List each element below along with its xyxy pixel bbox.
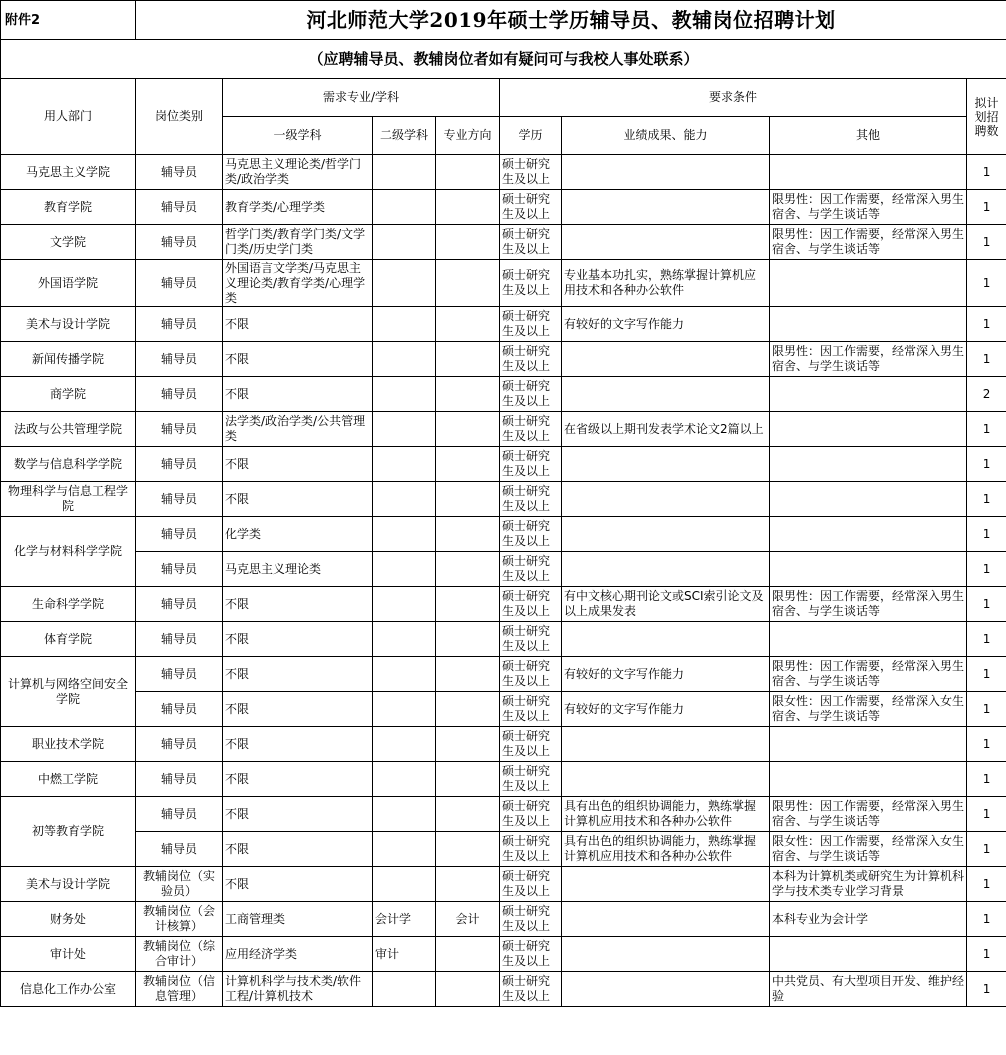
level2-cell (373, 225, 436, 260)
level2-cell (373, 972, 436, 1007)
level2-cell (373, 832, 436, 867)
level2-cell (373, 657, 436, 692)
dept-cell: 马克思主义学院 (1, 155, 136, 190)
header-major-group: 需求专业/学科 (223, 79, 500, 117)
table-row (1, 902, 1006, 937)
table-row (1, 867, 1006, 902)
category-cell: 辅导员 (136, 377, 223, 412)
category-cell: 辅导员 (136, 447, 223, 482)
achievement-cell (562, 155, 770, 190)
count-cell: 1 (967, 307, 1006, 342)
other-cell: 限男性：因工作需要，经常深入男生宿舍、与学生谈话等 (770, 797, 967, 832)
category-cell: 辅导员 (136, 260, 223, 307)
other-cell (770, 517, 967, 552)
achievement-cell: 在省级以上期刊发表学术论文2篇以上 (562, 412, 770, 447)
category-cell: 辅导员 (136, 517, 223, 552)
degree-cell: 硕士研究生及以上 (500, 412, 562, 447)
dept-cell: 新闻传播学院 (1, 342, 136, 377)
dept-cell: 美术与设计学院 (1, 867, 136, 902)
table-row (1, 447, 1006, 482)
degree-cell: 硕士研究生及以上 (500, 867, 562, 902)
header-level2: 二级学科 (373, 117, 436, 155)
table-row (1, 832, 1006, 867)
other-cell (770, 377, 967, 412)
dept-cell: 审计处 (1, 937, 136, 972)
other-cell (770, 260, 967, 307)
table-row (1, 762, 1006, 797)
other-cell (770, 307, 967, 342)
header-other: 其他 (770, 117, 967, 155)
level1-cell: 哲学门类/教育学门类/文学门类/历史学门类 (223, 225, 373, 260)
degree-cell: 硕士研究生及以上 (500, 902, 562, 937)
table-row (1, 622, 1006, 657)
other-cell: 本科专业为会计学 (770, 902, 967, 937)
level1-cell: 不限 (223, 797, 373, 832)
table-row (1, 190, 1006, 225)
category-cell: 辅导员 (136, 622, 223, 657)
count-cell: 1 (967, 155, 1006, 190)
dept-cell: 法政与公共管理学院 (1, 412, 136, 447)
direction-cell (436, 657, 500, 692)
degree-cell: 硕士研究生及以上 (500, 377, 562, 412)
achievement-cell (562, 937, 770, 972)
category-cell: 教辅岗位（综合审计） (136, 937, 223, 972)
other-cell (770, 937, 967, 972)
category-cell: 辅导员 (136, 552, 223, 587)
table-row (1, 727, 1006, 762)
level2-cell: 会计学 (373, 902, 436, 937)
direction-cell (436, 412, 500, 447)
subtitle-row (1, 40, 1006, 79)
level1-cell: 不限 (223, 867, 373, 902)
level2-cell (373, 797, 436, 832)
level2-cell (373, 727, 436, 762)
achievement-cell (562, 972, 770, 1007)
direction-cell (436, 587, 500, 622)
dept-cell: 信息化工作办公室 (1, 972, 136, 1007)
dept-cell: 计算机与网络空间安全学院 (1, 657, 136, 727)
direction-cell (436, 727, 500, 762)
other-cell: 限男性：因工作需要，经常深入男生宿舍、与学生谈话等 (770, 587, 967, 622)
level2-cell (373, 587, 436, 622)
degree-cell: 硕士研究生及以上 (500, 155, 562, 190)
table-row (1, 797, 1006, 832)
direction-cell (436, 190, 500, 225)
table-row (1, 482, 1006, 517)
other-cell: 中共党员、有大型项目开发、维护经验 (770, 972, 967, 1007)
achievement-cell (562, 902, 770, 937)
level1-cell: 不限 (223, 622, 373, 657)
direction-cell (436, 552, 500, 587)
count-cell: 1 (967, 762, 1006, 797)
table-row (1, 692, 1006, 727)
dept-cell: 生命科学学院 (1, 587, 136, 622)
level2-cell (373, 482, 436, 517)
page-title: 河北师范大学2019年硕士学历辅导员、教辅岗位招聘计划 (136, 1, 1006, 40)
header-dept: 用人部门 (1, 79, 136, 155)
level2-cell (373, 762, 436, 797)
level2-cell (373, 552, 436, 587)
degree-cell: 硕士研究生及以上 (500, 260, 562, 307)
category-cell: 辅导员 (136, 225, 223, 260)
level2-cell (373, 190, 436, 225)
category-cell: 辅导员 (136, 307, 223, 342)
direction-cell (436, 225, 500, 260)
category-cell: 教辅岗位（实验员） (136, 867, 223, 902)
header-requirement-group: 要求条件 (500, 79, 967, 117)
page-subtitle: （应聘辅导员、教辅岗位者如有疑问可与我校人事处联系） (1, 40, 1006, 79)
other-cell: 限男性：因工作需要，经常深入男生宿舍、与学生谈话等 (770, 190, 967, 225)
level1-cell: 不限 (223, 377, 373, 412)
direction-cell (436, 447, 500, 482)
category-cell: 教辅岗位（会计核算） (136, 902, 223, 937)
achievement-cell (562, 552, 770, 587)
degree-cell: 硕士研究生及以上 (500, 657, 562, 692)
direction-cell: 会计 (436, 902, 500, 937)
achievement-cell: 具有出色的组织协调能力，熟练掌握计算机应用技术和各种办公软件 (562, 832, 770, 867)
count-cell: 1 (967, 552, 1006, 587)
dept-cell: 化学与材料科学学院 (1, 517, 136, 587)
category-cell: 教辅岗位（信息管理） (136, 972, 223, 1007)
dept-cell: 商学院 (1, 377, 136, 412)
other-cell (770, 447, 967, 482)
degree-cell: 硕士研究生及以上 (500, 482, 562, 517)
degree-cell: 硕士研究生及以上 (500, 972, 562, 1007)
level2-cell (373, 517, 436, 552)
level2-cell (373, 622, 436, 657)
table-row (1, 377, 1006, 412)
header-count: 拟计划招聘数 (967, 79, 1006, 155)
level1-cell: 化学类 (223, 517, 373, 552)
achievement-cell (562, 342, 770, 377)
table-row (1, 342, 1006, 377)
annex-label: 附件2 (1, 1, 136, 40)
count-cell: 1 (967, 727, 1006, 762)
direction-cell (436, 155, 500, 190)
level1-cell: 不限 (223, 832, 373, 867)
achievement-cell (562, 762, 770, 797)
level1-cell: 不限 (223, 762, 373, 797)
count-cell: 1 (967, 517, 1006, 552)
dept-cell: 财务处 (1, 902, 136, 937)
other-cell: 限女性：因工作需要，经常深入女生宿舍、与学生谈话等 (770, 832, 967, 867)
table-row (1, 657, 1006, 692)
header-direction: 专业方向 (436, 117, 500, 155)
achievement-cell (562, 482, 770, 517)
direction-cell (436, 622, 500, 657)
other-cell: 本科为计算机类或研究生为计算机科学与技术类专业学习背景 (770, 867, 967, 902)
direction-cell (436, 307, 500, 342)
direction-cell (436, 762, 500, 797)
level1-cell: 工商管理类 (223, 902, 373, 937)
table-row (1, 587, 1006, 622)
table-row (1, 972, 1006, 1007)
level2-cell (373, 342, 436, 377)
degree-cell: 硕士研究生及以上 (500, 937, 562, 972)
title-row (1, 1, 1006, 40)
achievement-cell (562, 190, 770, 225)
table-row (1, 937, 1006, 972)
degree-cell: 硕士研究生及以上 (500, 797, 562, 832)
count-cell: 1 (967, 622, 1006, 657)
achievement-cell (562, 517, 770, 552)
achievement-cell (562, 447, 770, 482)
direction-cell (436, 517, 500, 552)
direction-cell (436, 937, 500, 972)
achievement-cell: 具有出色的组织协调能力，熟练掌握计算机应用技术和各种办公软件 (562, 797, 770, 832)
achievement-cell (562, 727, 770, 762)
category-cell: 辅导员 (136, 190, 223, 225)
table-row (1, 412, 1006, 447)
level1-cell: 外国语言文学类/马克思主义理论类/教育学类/心理学类 (223, 260, 373, 307)
count-cell: 1 (967, 692, 1006, 727)
level2-cell: 审计 (373, 937, 436, 972)
other-cell: 限男性：因工作需要，经常深入男生宿舍、与学生谈话等 (770, 225, 967, 260)
achievement-cell: 专业基本功扎实，熟练掌握计算机应用技术和各种办公软件 (562, 260, 770, 307)
count-cell: 1 (967, 867, 1006, 902)
table-row (1, 260, 1006, 307)
level1-cell: 不限 (223, 587, 373, 622)
achievement-cell (562, 377, 770, 412)
degree-cell: 硕士研究生及以上 (500, 190, 562, 225)
level1-cell: 不限 (223, 447, 373, 482)
other-cell: 限男性：因工作需要，经常深入男生宿舍、与学生谈话等 (770, 342, 967, 377)
table-row (1, 225, 1006, 260)
level1-cell: 不限 (223, 727, 373, 762)
count-cell: 1 (967, 797, 1006, 832)
level2-cell (373, 377, 436, 412)
level1-cell: 不限 (223, 482, 373, 517)
other-cell (770, 622, 967, 657)
dept-cell: 职业技术学院 (1, 727, 136, 762)
count-cell: 1 (967, 587, 1006, 622)
direction-cell (436, 342, 500, 377)
level2-cell (373, 447, 436, 482)
header-category: 岗位类别 (136, 79, 223, 155)
degree-cell: 硕士研究生及以上 (500, 307, 562, 342)
level1-cell: 法学类/政治学类/公共管理类 (223, 412, 373, 447)
degree-cell: 硕士研究生及以上 (500, 622, 562, 657)
count-cell: 1 (967, 260, 1006, 307)
category-cell: 辅导员 (136, 727, 223, 762)
table-row (1, 155, 1006, 190)
count-cell: 1 (967, 482, 1006, 517)
level2-cell (373, 412, 436, 447)
degree-cell: 硕士研究生及以上 (500, 225, 562, 260)
category-cell: 辅导员 (136, 692, 223, 727)
dept-cell: 体育学院 (1, 622, 136, 657)
degree-cell: 硕士研究生及以上 (500, 447, 562, 482)
dept-cell: 文学院 (1, 225, 136, 260)
header-row-1 (1, 79, 1006, 117)
count-cell: 1 (967, 972, 1006, 1007)
achievement-cell (562, 867, 770, 902)
other-cell (770, 552, 967, 587)
level2-cell (373, 155, 436, 190)
table-row (1, 307, 1006, 342)
level2-cell (373, 260, 436, 307)
category-cell: 辅导员 (136, 342, 223, 377)
count-cell: 1 (967, 342, 1006, 377)
level1-cell: 马克思主义理论类/哲学门类/政治学类 (223, 155, 373, 190)
achievement-cell: 有较好的文字写作能力 (562, 307, 770, 342)
dept-cell: 初等教育学院 (1, 797, 136, 867)
degree-cell: 硕士研究生及以上 (500, 832, 562, 867)
degree-cell: 硕士研究生及以上 (500, 762, 562, 797)
direction-cell (436, 260, 500, 307)
level1-cell: 不限 (223, 342, 373, 377)
dept-cell: 美术与设计学院 (1, 307, 136, 342)
achievement-cell: 有较好的文字写作能力 (562, 692, 770, 727)
count-cell: 1 (967, 190, 1006, 225)
degree-cell: 硕士研究生及以上 (500, 342, 562, 377)
degree-cell: 硕士研究生及以上 (500, 517, 562, 552)
category-cell: 辅导员 (136, 762, 223, 797)
count-cell: 1 (967, 902, 1006, 937)
degree-cell: 硕士研究生及以上 (500, 552, 562, 587)
table-row (1, 517, 1006, 552)
table-row (1, 552, 1006, 587)
count-cell: 2 (967, 377, 1006, 412)
other-cell (770, 727, 967, 762)
count-cell: 1 (967, 447, 1006, 482)
achievement-cell (562, 225, 770, 260)
direction-cell (436, 832, 500, 867)
level1-cell: 应用经济学类 (223, 937, 373, 972)
level1-cell: 计算机科学与技术类/软件工程/计算机技术 (223, 972, 373, 1007)
level1-cell: 不限 (223, 692, 373, 727)
header-degree: 学历 (500, 117, 562, 155)
dept-cell: 物理科学与信息工程学院 (1, 482, 136, 517)
degree-cell: 硕士研究生及以上 (500, 692, 562, 727)
level1-cell: 马克思主义理论类 (223, 552, 373, 587)
level2-cell (373, 307, 436, 342)
other-cell (770, 762, 967, 797)
category-cell: 辅导员 (136, 657, 223, 692)
dept-cell: 教育学院 (1, 190, 136, 225)
count-cell: 1 (967, 657, 1006, 692)
category-cell: 辅导员 (136, 587, 223, 622)
dept-cell: 外国语学院 (1, 260, 136, 307)
achievement-cell (562, 622, 770, 657)
achievement-cell: 有较好的文字写作能力 (562, 657, 770, 692)
direction-cell (436, 867, 500, 902)
direction-cell (436, 377, 500, 412)
level2-cell (373, 867, 436, 902)
direction-cell (436, 692, 500, 727)
count-cell: 1 (967, 937, 1006, 972)
level1-cell: 教育学类/心理学类 (223, 190, 373, 225)
category-cell: 辅导员 (136, 832, 223, 867)
header-achievement: 业绩成果、能力 (562, 117, 770, 155)
category-cell: 辅导员 (136, 155, 223, 190)
header-level1: 一级学科 (223, 117, 373, 155)
level2-cell (373, 692, 436, 727)
degree-cell: 硕士研究生及以上 (500, 727, 562, 762)
achievement-cell: 有中文核心期刊论文或SCI索引论文及以上成果发表 (562, 587, 770, 622)
other-cell (770, 412, 967, 447)
count-cell: 1 (967, 412, 1006, 447)
category-cell: 辅导员 (136, 482, 223, 517)
dept-cell: 数学与信息科学学院 (1, 447, 136, 482)
other-cell: 限女性：因工作需要，经常深入女生宿舍、与学生谈话等 (770, 692, 967, 727)
level1-cell: 不限 (223, 657, 373, 692)
degree-cell: 硕士研究生及以上 (500, 587, 562, 622)
direction-cell (436, 972, 500, 1007)
direction-cell (436, 797, 500, 832)
other-cell: 限男性：因工作需要，经常深入男生宿舍、与学生谈话等 (770, 657, 967, 692)
category-cell: 辅导员 (136, 412, 223, 447)
dept-cell: 中燃工学院 (1, 762, 136, 797)
other-cell (770, 482, 967, 517)
category-cell: 辅导员 (136, 797, 223, 832)
count-cell: 1 (967, 832, 1006, 867)
count-cell: 1 (967, 225, 1006, 260)
direction-cell (436, 482, 500, 517)
other-cell (770, 155, 967, 190)
level1-cell: 不限 (223, 307, 373, 342)
